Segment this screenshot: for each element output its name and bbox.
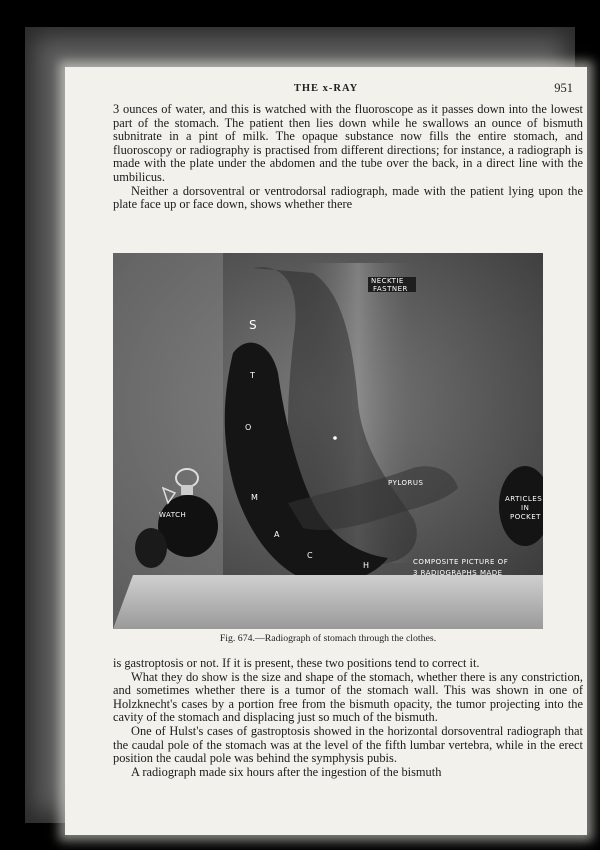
watch-label: WATCH [159, 511, 187, 519]
stomach-letter: O [245, 423, 252, 432]
body-text-top [113, 103, 583, 212]
paragraph: One of Hulst's cases of gastroptosis showed in the horizontal dorsoventral radiograph that the caudal pole of the stomach was at the level of the fifth lumbar vertebra, while in the erect position the caudal pole was behind the symphysis pubis. [113, 723, 583, 766]
composite-label-line2: 3 RADIOGRAPHS MADE [413, 569, 503, 577]
paragraph: Neither a dorsoventral or ventrodorsal radiograph, made with the patient lying upon the plate face up or face down, shows whether there [113, 183, 583, 212]
stomach-letter: M [251, 493, 258, 502]
stomach-letter: T [250, 371, 255, 380]
articles-label-line3: POCKET [510, 513, 541, 521]
body-text-bottom [113, 657, 583, 779]
necktie-label-line2: FASTNER [373, 285, 408, 293]
stomach-letter: S [249, 318, 257, 332]
paragraph: is gastroptosis or not. If it is present, these two positions tend to correct it. [113, 656, 480, 670]
stomach-letter: C [307, 551, 313, 560]
book-page [65, 67, 587, 835]
paragraph: A radiograph made six hours after the ingestion of the bismuth [131, 764, 442, 779]
necktie-label-line1: NECKTIE [371, 277, 404, 285]
stomach-letter: A [274, 530, 280, 539]
paragraph: 3 ounces of water, and this is watched with the fluoroscope as it passes down into the lowest part of the stomach. The patient then lies down while he swallows an ounce of bismuth subnitrate in a pint of milk. The opaque substance now fills the entire stomach, and fluoroscopy or radiography is practised from different directions; for instance, a radiograph is made with the plate under the abdomen and the tube over the back, in a direct line with the umbilicus. [113, 102, 583, 184]
figure-caption: Fig. 674.—Radiograph of stomach through the clothes. [219, 633, 437, 644]
page-number: 951 [554, 81, 573, 95]
running-title: THE x-RAY [293, 83, 359, 94]
articles-label-line2: IN [521, 504, 530, 512]
pylorus-label: PYLORUS [388, 479, 424, 487]
stomach-letter: H [363, 561, 370, 570]
paragraph: What they do show is the size and shape of the stomach, whether there is any constriction, and sometimes whether there is a tumor of the stomach wall. This was shown in one of Holzknecht's cases by a portion free from the bismuth opacity, the tumor projecting into the cavity of the stomach and displacing just so much of the bismuth. [113, 669, 583, 725]
photo-frame [25, 27, 583, 823]
articles-label-line1: ARTICLES [505, 495, 543, 503]
composite-label-line1: COMPOSITE PICTURE OF [413, 558, 509, 566]
running-header [65, 81, 587, 99]
radiograph-figure [113, 253, 543, 629]
